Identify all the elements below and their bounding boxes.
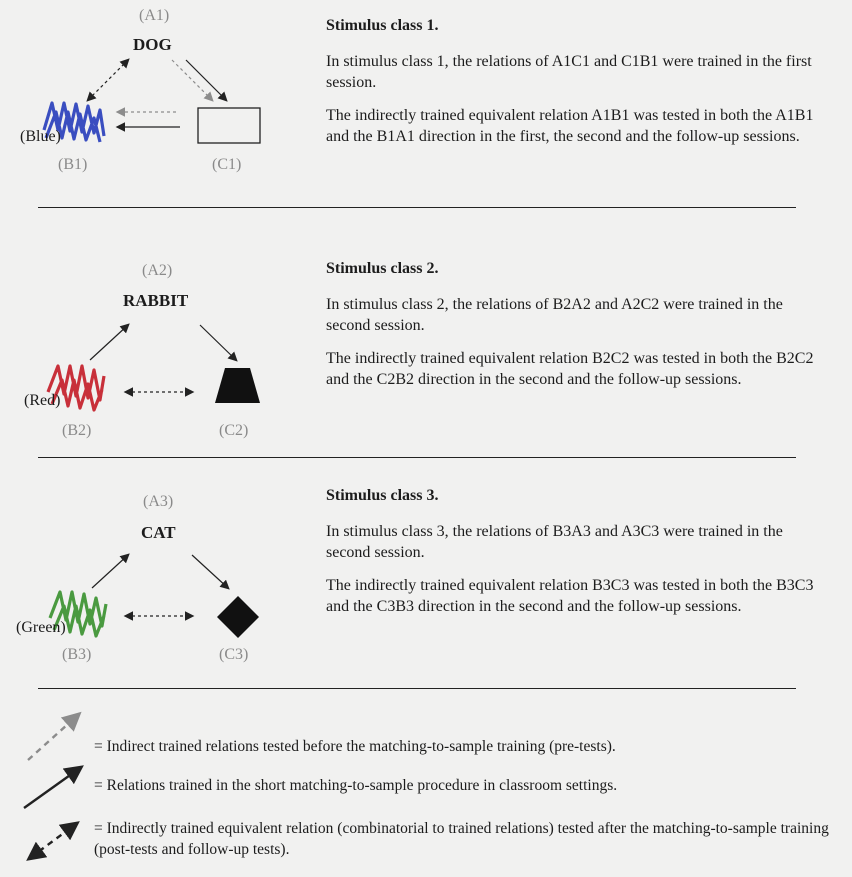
- legend-posttest-arrow: [30, 824, 76, 858]
- a1-word: DOG: [133, 35, 172, 54]
- class3-arrows: [92, 555, 228, 616]
- c3-diamond: [217, 596, 259, 638]
- b2-code: (B2): [62, 422, 92, 439]
- class1-para2: The indirectly trained equivalent relation A1B1 was tested in both the A1B1 and the B1A1 direction in the first, the second and the follow-up sessions.: [326, 107, 814, 145]
- class1-para1: In stimulus class 1, the relations of A1C1 and C1B1 were trained in the first session.: [326, 53, 812, 91]
- c2-trapezoid: [215, 368, 260, 403]
- c1-rectangle: [198, 108, 260, 143]
- a3-code: (A3): [143, 493, 174, 510]
- class3-para1: In stimulus class 3, the relations of B3A3 and A3C3 were trained in the second session.: [326, 523, 783, 561]
- b1-color-word: (Blue): [20, 128, 61, 145]
- class2-para1: In stimulus class 2, the relations of B2A2 and A2C2 were trained in the second session.: [326, 296, 783, 334]
- legend-trained-arrow: [24, 768, 80, 808]
- class1-arrows: [88, 60, 226, 127]
- divider-2: [38, 457, 796, 458]
- b1-code: (B1): [58, 156, 88, 173]
- a2-word: RABBIT: [123, 291, 189, 310]
- c3-code: (C3): [219, 646, 249, 663]
- legend-trained-text: = Relations trained in the short matching-to-sample procedure in classroom settings.: [94, 777, 618, 794]
- class2-arrows: [90, 325, 236, 392]
- b2-color-word: (Red): [24, 392, 61, 409]
- c2-code: (C2): [219, 422, 249, 439]
- class3-title: Stimulus class 3: [326, 487, 435, 504]
- legend-posttest-text: = Indirectly trained equivalent relation (combinatorial to trained relations) tested after the matching-to-sample training (post-tests and follow-up tests).: [94, 820, 829, 858]
- class3-text: Stimulus class 3. In stimulus class 3, the relations of B3A3 and A3C3 were trained in the second session. The indirectly trained equivalent relation B3C3 was tested in both the B3C3 and the C3B3 direction in the second and the follow-up sessions.: [326, 487, 826, 617]
- class1-text: Stimulus class 1. In stimulus class 1, the relations of A1C1 and C1B1 were trained in the first session. The indirectly trained equivalent relation A1B1 was tested in both the A1B1 and the B1A1 direction in the first, the second and the follow-up sessions.: [326, 17, 826, 147]
- class3-para2: The indirectly trained equivalent relation B3C3 was tested in both the B3C3 and the C3B3 direction in the second and the follow-up sessions.: [326, 577, 814, 615]
- c1-code: (C1): [212, 156, 242, 173]
- legend-pretest-arrow: [28, 715, 78, 760]
- b3-color-word: (Green): [16, 619, 66, 636]
- class2-para2: The indirectly trained equivalent relation B2C2 was tested in both the B2C2 and the C2B2 direction in the second and the follow-up sessions.: [326, 350, 814, 388]
- a2-code: (A2): [142, 262, 173, 279]
- class1-title: Stimulus class 1: [326, 17, 435, 34]
- divider-1: [38, 207, 796, 208]
- class2-title: Stimulus class 2: [326, 260, 435, 277]
- legend-pretest-text: = Indirect trained relations tested before the matching-to-sample training (pre-tests).: [94, 738, 616, 755]
- a3-word: CAT: [141, 523, 176, 542]
- b3-code: (B3): [62, 646, 92, 663]
- class2-text: Stimulus class 2. In stimulus class 2, the relations of B2A2 and A2C2 were trained in the second session. The indirectly trained equivalent relation B2C2 was tested in both the B2C2 and the C2B2 direction in the second and the follow-up sessions.: [326, 260, 826, 390]
- divider-3: [38, 688, 796, 689]
- a1-code: (A1): [139, 7, 170, 24]
